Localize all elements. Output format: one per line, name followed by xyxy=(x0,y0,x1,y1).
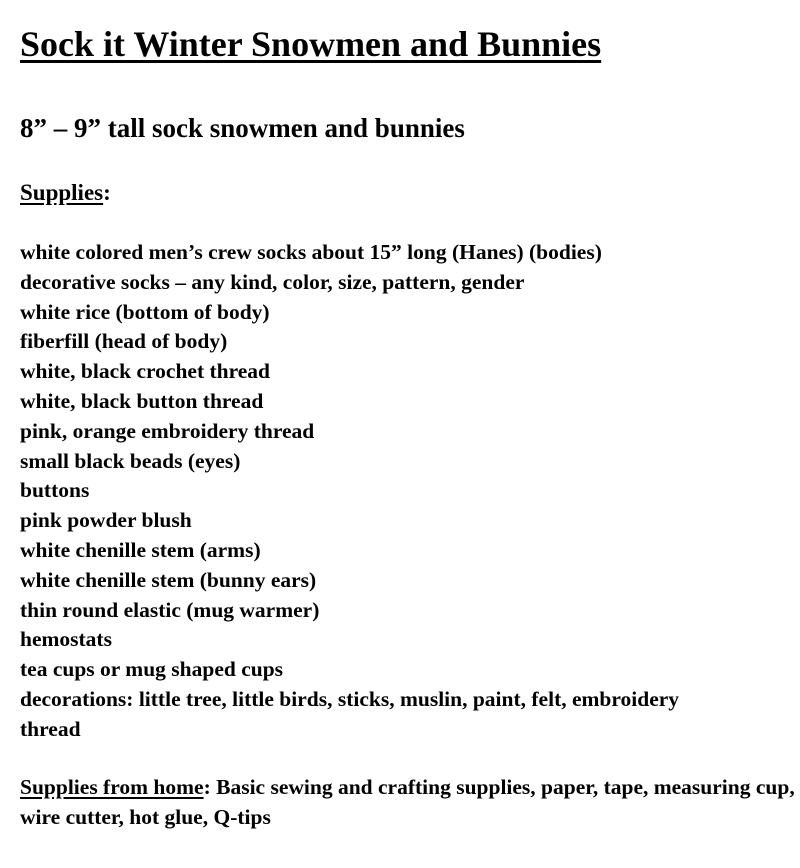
supply-item: white chenille stem (bunny ears) xyxy=(20,567,317,592)
supply-item: pink, orange embroidery thread xyxy=(20,418,315,443)
supply-item: fiberfill (head of body) xyxy=(20,329,228,354)
supply-item: white, black crochet thread xyxy=(20,359,271,384)
supply-item: white, black button thread xyxy=(20,388,264,413)
page-title: Sock it Winter Snowmen and Bunnies xyxy=(20,24,602,64)
supply-item: decorations: little tree, little birds, sticks, muslin, paint, felt, embroidery thread xyxy=(20,686,680,741)
supplies-heading-label: Supplies xyxy=(20,180,104,205)
supplies-heading xyxy=(20,178,111,208)
page-subtitle: 8” – 9” tall sock snowmen and bunnies xyxy=(20,113,465,143)
supply-item: decorative socks – any kind, color, size, pattern, gender xyxy=(20,269,525,294)
supply-item: thin round elastic (mug warmer) xyxy=(20,597,320,622)
supplies-from-home-heading: Supplies from home xyxy=(20,775,204,799)
supply-item: pink powder blush xyxy=(20,508,192,533)
supply-item: hemostats xyxy=(20,627,112,652)
supply-item: white colored men’s crew socks about 15” long (Hanes) (bodies) xyxy=(20,240,602,264)
supply-item: small black beads (eyes) xyxy=(20,448,241,473)
supply-item: white rice (bottom of body) xyxy=(20,299,270,324)
supply-item: buttons xyxy=(20,478,90,503)
supply-list xyxy=(20,238,790,745)
supplies-from-home xyxy=(20,773,795,833)
supply-item: white chenille stem (arms) xyxy=(20,537,261,562)
supplies-heading-colon: : xyxy=(103,180,111,205)
supply-item: tea cups or mug shaped cups xyxy=(20,657,284,682)
supplies-from-home-text: : Basic sewing and crafting supplies, paper, tape, measuring cup, wire cutter, hot glue, Q-tips xyxy=(20,775,795,829)
